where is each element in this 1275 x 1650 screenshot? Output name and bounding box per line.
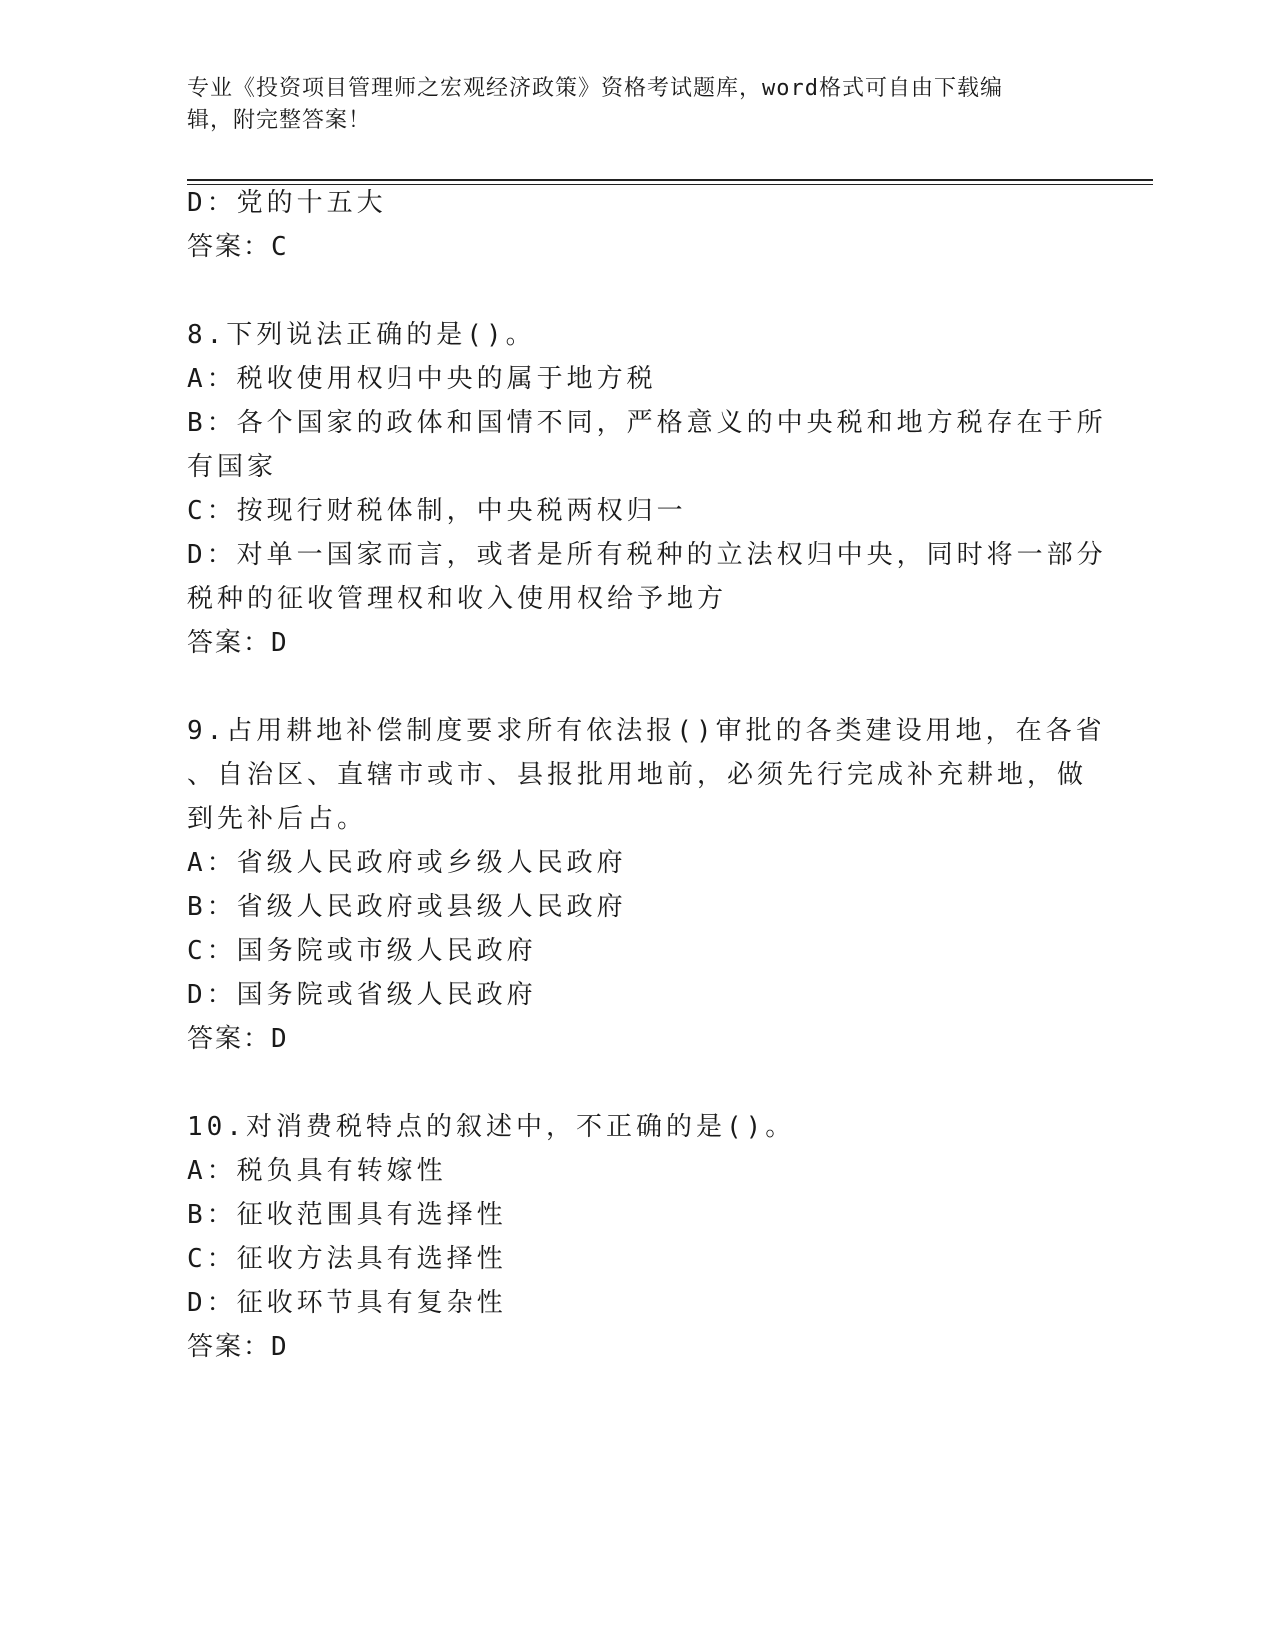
question-8-answer: 答案：D	[187, 628, 289, 658]
question-9-option-b: B：省级人民政府或县级人民政府	[187, 892, 627, 922]
header-line-1: 专业《投资项目管理师之宏观经济政策》资格考试题库，word格式可自由下载编	[187, 76, 1003, 101]
question-10-option-c: C：征收方法具有选择性	[187, 1244, 507, 1274]
answer: 答案：C	[187, 232, 289, 262]
question-8-option-c: C：按现行财税体制，中央税两权归一	[187, 496, 687, 526]
question-9-option-d: D：国务院或省级人民政府	[187, 980, 537, 1010]
question-8-option-a: A：税收使用权归中央的属于地方税	[187, 364, 657, 394]
document-header	[187, 73, 1087, 137]
question-9-answer: 答案：D	[187, 1024, 289, 1054]
question-10-option-d: D：征收环节具有复杂性	[187, 1288, 507, 1318]
question-10-option-b: B：征收范围具有选择性	[187, 1200, 507, 1230]
question-8-option-d-cont: 税种的征收管理权和收入使用权给予地方	[187, 584, 728, 614]
question-9-stem-cont-2: 到先补后占。	[187, 804, 368, 834]
question-8-option-d: D：对单一国家而言，或者是所有税种的立法权归中央，同时将一部分	[187, 540, 1107, 570]
question-9-stem-cont-1: 、自治区、直辖市或市、县报批用地前，必须先行完成补充耕地，做	[187, 760, 1088, 790]
question-10-stem: 10.对消费税特点的叙述中，不正确的是()。	[187, 1112, 796, 1142]
header-rule-thin	[187, 184, 1153, 185]
question-8-option-b-cont: 有国家	[187, 452, 278, 482]
question-8-option-b: B：各个国家的政体和国情不同，严格意义的中央税和地方税存在于所	[187, 408, 1107, 438]
question-10-option-a: A：税负具有转嫁性	[187, 1156, 447, 1186]
header-rule-thick	[187, 179, 1153, 181]
question-9-option-c: C：国务院或市级人民政府	[187, 936, 537, 966]
header-line-2: 辑，附完整答案！	[187, 108, 372, 133]
option-d: D：党的十五大	[187, 188, 387, 218]
question-9-stem: 9.占用耕地补偿制度要求所有依法报()审批的各类建设用地，在各省	[187, 716, 1106, 746]
question-10-answer: 答案：D	[187, 1332, 289, 1362]
question-8-stem: 8.下列说法正确的是()。	[187, 320, 536, 350]
question-9-option-a: A：省级人民政府或乡级人民政府	[187, 848, 627, 878]
